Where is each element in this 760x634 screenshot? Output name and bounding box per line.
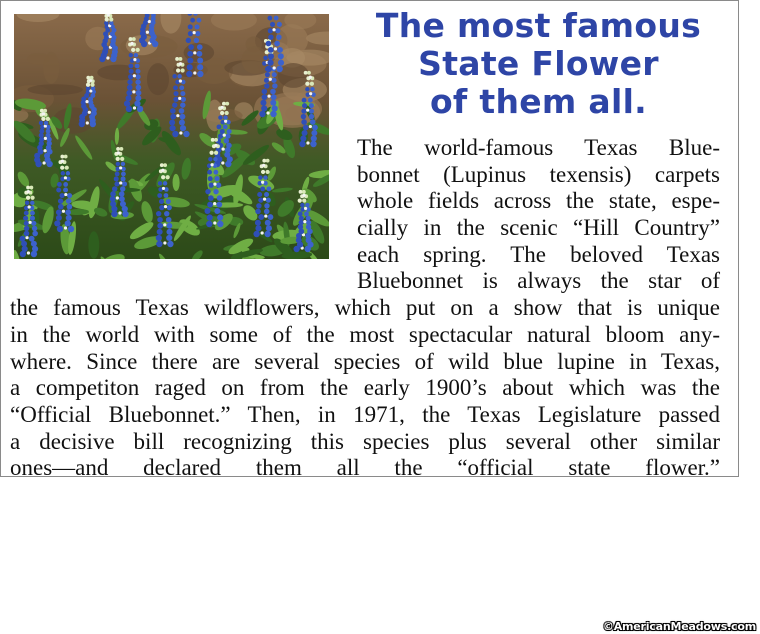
headline-line-2: State Flower [418,44,659,83]
copyright-watermark: ©AmericanMeadows.com [602,620,756,633]
body-line: The world-famous Texas Blue- [357,135,720,160]
headline-line-1: The most famous [375,6,702,45]
body-line: Bluebonnet is always the star of [357,268,720,294]
body-line: whole fields across the state, espe- [357,188,720,214]
headline-line-3: of them all. [429,82,648,121]
body-line: in the world with some of the most spectacular natural bloom any- [10,321,720,347]
body-line: ones—and declared them all the “official state flower.” [10,455,720,477]
body-line: a decisive bill recognizing this species plus several other similar [10,428,720,454]
body-line: each spring. The beloved Texas [357,241,720,267]
body-line: cially in the scenic “Hill Country” [357,215,720,241]
body-line: where. Since there are several species of wild blue lupine in Texas, [10,348,720,374]
article-body [10,135,720,477]
body-line: “Official Bluebonnet.” Then, in 1971, the Texas Legislature passed [10,401,720,427]
body-line: bonnet (Lupinus texensis) carpets [357,161,720,187]
body-line: a competiton raged on from the early 1900’s about which was the [10,375,720,401]
body-line: the famous Texas wildflowers, which put on a show that is unique [10,295,720,321]
headline [346,7,731,121]
